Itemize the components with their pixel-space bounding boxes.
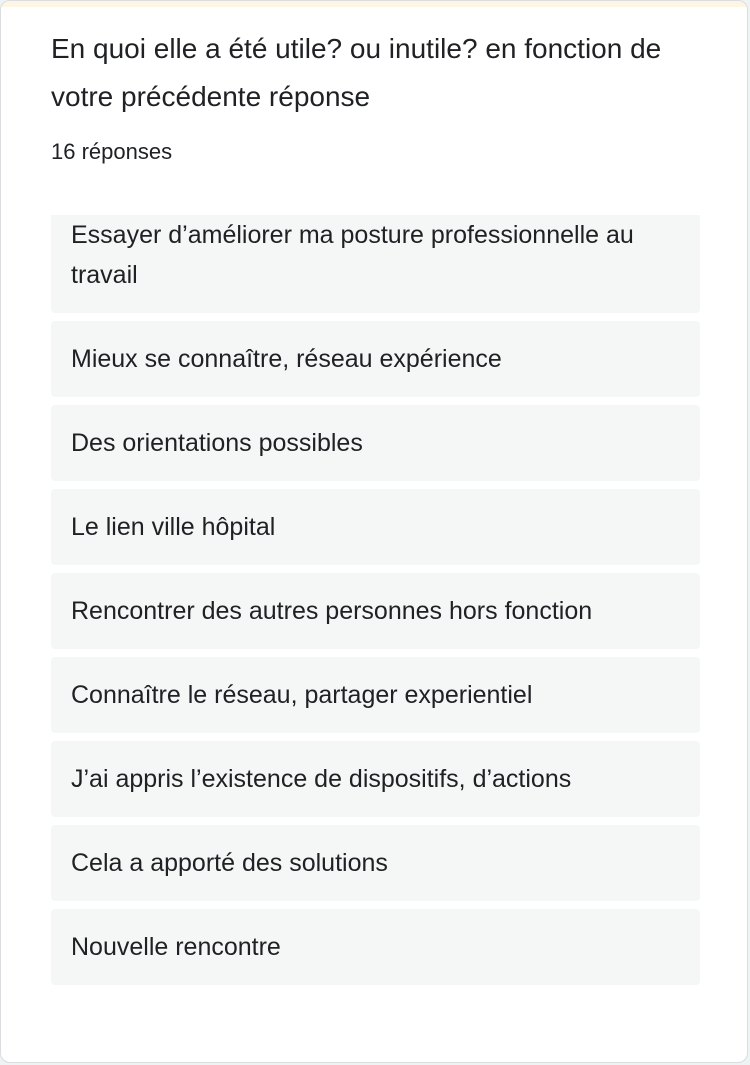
response-item: Mieux se connaître, réseau expérience xyxy=(51,321,700,397)
question-title: En quoi elle a été utile? ou inutile? en fonction de votre précédente réponse xyxy=(51,33,662,112)
response-item: J’ai appris l’existence de dispositifs, d’actions xyxy=(51,741,700,817)
card-top-strip xyxy=(1,1,747,7)
response-item: Nouvelle rencontre xyxy=(51,909,700,985)
response-count: 16 réponses xyxy=(51,139,173,164)
response-item: Rencontrer des autres personnes hors fonction xyxy=(51,573,700,649)
response-item: Cela a apporté des solutions xyxy=(51,825,700,901)
response-item: Essayer d’améliorer ma posture professionnelle au travail xyxy=(51,215,700,313)
response-item: Connaître le réseau, partager experientiel xyxy=(51,657,700,733)
response-item: Des orientations possibles xyxy=(51,405,700,481)
response-item: Le lien ville hôpital xyxy=(51,489,700,565)
response-list[interactable] xyxy=(51,215,700,1015)
